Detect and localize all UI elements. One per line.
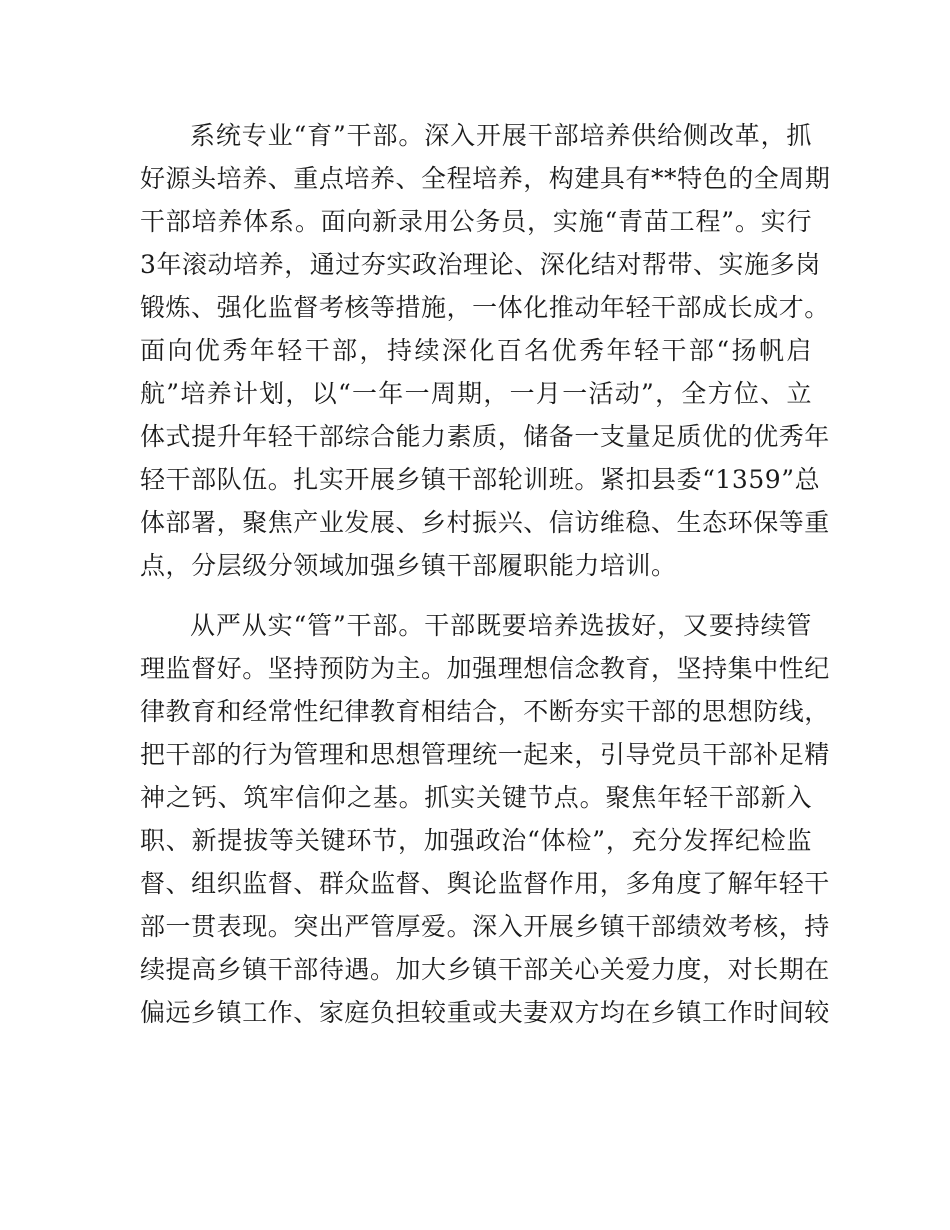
paragraph-spacer bbox=[140, 587, 812, 604]
text-line: 督、组织监督、群众监督、舆论监督作用，多角度了解年轻干 bbox=[140, 869, 830, 898]
text-line: 偏远乡镇工作、家庭负担较重或夫妻双方均在乡镇工作时间较 bbox=[140, 998, 830, 1027]
text-line: 锻炼、强化监督考核等措施，一体化推动年轻干部成长成才。 bbox=[140, 293, 830, 322]
text-line: 律教育和经常性纪律教育相结合，不断夯实干部的思想防线， bbox=[140, 697, 830, 726]
text-line: 理监督好。坚持预防为主。加强理想信念教育，坚持集中性纪 bbox=[140, 654, 830, 683]
text-line: 好源头培养、重点培养、全程培养，构建具有**特色的全周期 bbox=[140, 164, 831, 193]
paragraph-cadre-training bbox=[140, 114, 831, 587]
text-line: 3年滚动培养，通过夯实政治理论、深化结对帮带、实施多岗 bbox=[140, 250, 821, 279]
text-line: 神之钙、筑牢信仰之基。抓实关键节点。聚焦年轻干部新入 bbox=[140, 783, 812, 812]
text-line: 干部培养体系。面向新录用公务员，实施“青苗工程”。实行 bbox=[140, 207, 812, 236]
paragraph-cadre-management bbox=[140, 604, 830, 1034]
document-body bbox=[140, 114, 831, 1034]
text-line: 体式提升年轻干部综合能力素质，储备一支量足质优的优秀年 bbox=[140, 422, 830, 451]
text-line: 职、新提拔等关键环节，加强政治“体检”，充分发挥纪检监 bbox=[140, 826, 812, 855]
text-line: 系统专业“育”干部。深入开展干部培养供给侧改革，抓 bbox=[190, 121, 812, 150]
text-line: 部一贯表现。突出严管厚爱。深入开展乡镇干部绩效考核，持 bbox=[140, 912, 830, 941]
text-line: 续提高乡镇干部待遇。加大乡镇干部关心关爱力度，对长期在 bbox=[140, 955, 830, 984]
text-line: 从严从实“管”干部。干部既要培养选拔好，又要持续管 bbox=[190, 611, 812, 640]
text-line: 体部署，聚焦产业发展、乡村振兴、信访维稳、生态环保等重 bbox=[140, 508, 830, 537]
text-line: 航”培养计划，以“一年一周期，一月一活动”，全方位、立 bbox=[140, 379, 812, 408]
text-line: 轻干部队伍。扎实开展乡镇干部轮训班。紧扣县委“1359”总 bbox=[140, 465, 821, 494]
text-line: 面向优秀年轻干部，持续深化百名优秀年轻干部“扬帆启 bbox=[140, 336, 812, 365]
text-line: 把干部的行为管理和思想管理统一起来，引导党员干部补足精 bbox=[140, 740, 830, 769]
text-line: 点，分层级分领域加强乡镇干部履职能力培训。 bbox=[140, 551, 677, 580]
